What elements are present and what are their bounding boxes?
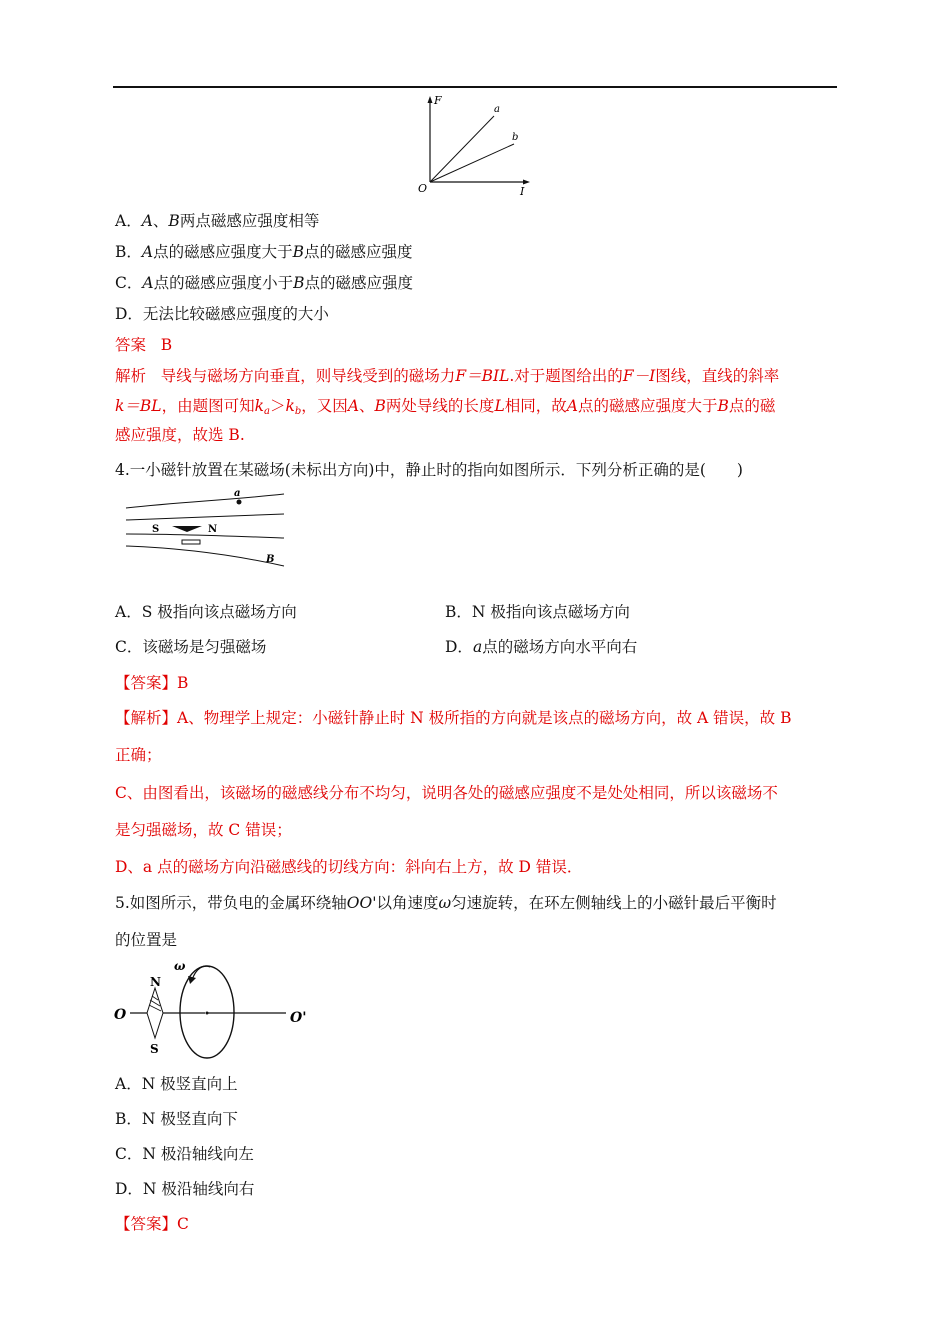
q3-option-c: C．A点的磁感应强度小于B点的磁感应强度 <box>115 274 413 292</box>
q3-explanation-line1: 解析 导线与磁场方向垂直，则导线受到的磁场力F＝BIL.对于题图给出的F－I图线，直线的斜率 <box>115 367 780 385</box>
q3-option-b: B．A点的磁感应强度大于B点的磁感应强度 <box>115 243 413 261</box>
q5-option-a: A．N 极竖直向上 <box>115 1075 238 1093</box>
axis-o-prime-label: O' <box>290 1010 307 1026</box>
line-a-label: a <box>494 104 500 115</box>
q4-option-b: B．N 极指向该点磁场方向 <box>445 603 630 621</box>
q4-option-c: C．该磁场是匀强磁场 <box>115 638 267 656</box>
label-a: a <box>234 488 241 499</box>
header-rule <box>113 86 837 88</box>
q5-stem-line2: 的位置是 <box>115 931 178 949</box>
origin-label: O <box>418 182 428 195</box>
q5-stem-line1: 5.如图所示，带负电的金属环绕轴OO'以角速度ω匀速旋转，在环左侧轴线上的小磁针最后平衡时 <box>115 894 777 912</box>
magnetic-field-figure <box>120 484 290 574</box>
needle-n-label: N <box>150 975 161 989</box>
point-a <box>237 500 242 505</box>
line-a <box>430 116 494 182</box>
f-i-graph <box>412 92 532 198</box>
q4-explanation-line5: D、a 点的磁场方向沿磁感线的切线方向：斜向右上方，故 D 错误． <box>115 858 583 876</box>
axis-f-label: F <box>434 94 442 107</box>
label-s: S <box>152 524 160 535</box>
q5-option-c: C．N 极沿轴线向左 <box>115 1145 254 1163</box>
axis-i-label: I <box>520 185 525 198</box>
q4-answer: 【答案】B <box>115 674 189 692</box>
q5-option-d: D．N 极沿轴线向右 <box>115 1180 255 1198</box>
q4-explanation-line4: 是匀强磁场，故 C 错误； <box>115 821 292 839</box>
q4-option-d: D．a点的磁场方向水平向右 <box>445 638 638 656</box>
q4-option-a: A．S 极指向该点磁场方向 <box>115 603 297 621</box>
q3-explanation-line2: k＝BL，由题图可知$k_a>k_b$，又因A、B两处导线的长度L相同，故A点的磁感应强度大于B点的磁 <box>115 397 776 417</box>
label-b: B <box>266 554 275 565</box>
compass-needle <box>147 988 163 1038</box>
q5-option-b: B．N 极竖直向下 <box>115 1110 238 1128</box>
needle-s-label: S <box>150 1042 159 1056</box>
compass-needle <box>172 526 202 532</box>
q3-answer: 答案 B <box>115 336 173 354</box>
q3-option-a: A．A、B两点磁感应强度相等 <box>115 212 320 230</box>
q3-explanation-line3: 感应强度，故选 B. <box>115 426 245 444</box>
rotating-ring-figure <box>110 958 320 1060</box>
q4-explanation-line2: 正确； <box>115 746 162 764</box>
omega-label: ω <box>174 959 186 973</box>
axis-o-label: O <box>114 1007 127 1023</box>
q5-answer: 【答案】C <box>115 1215 189 1233</box>
q4-explanation-line3: C、由图看出，该磁场的磁感线分布不均匀，说明各处的磁感应强度不是处处相同，所以该磁场不 <box>115 784 778 802</box>
label-n: N <box>208 524 218 535</box>
q4-stem: 4.一小磁针放置在某磁场(未标出方向)中，静止时的指向如图所示．下列分析正确的是( ) <box>115 461 743 479</box>
q3-option-d: D．无法比较磁感应强度的大小 <box>115 305 329 323</box>
line-b-label: b <box>512 132 519 143</box>
q4-explanation-line1: 【解析】A、物理学上规定：小磁针静止时 N 极所指的方向就是该点的磁场方向，故 A 错误，故 B <box>115 709 792 727</box>
line-b <box>430 144 514 182</box>
